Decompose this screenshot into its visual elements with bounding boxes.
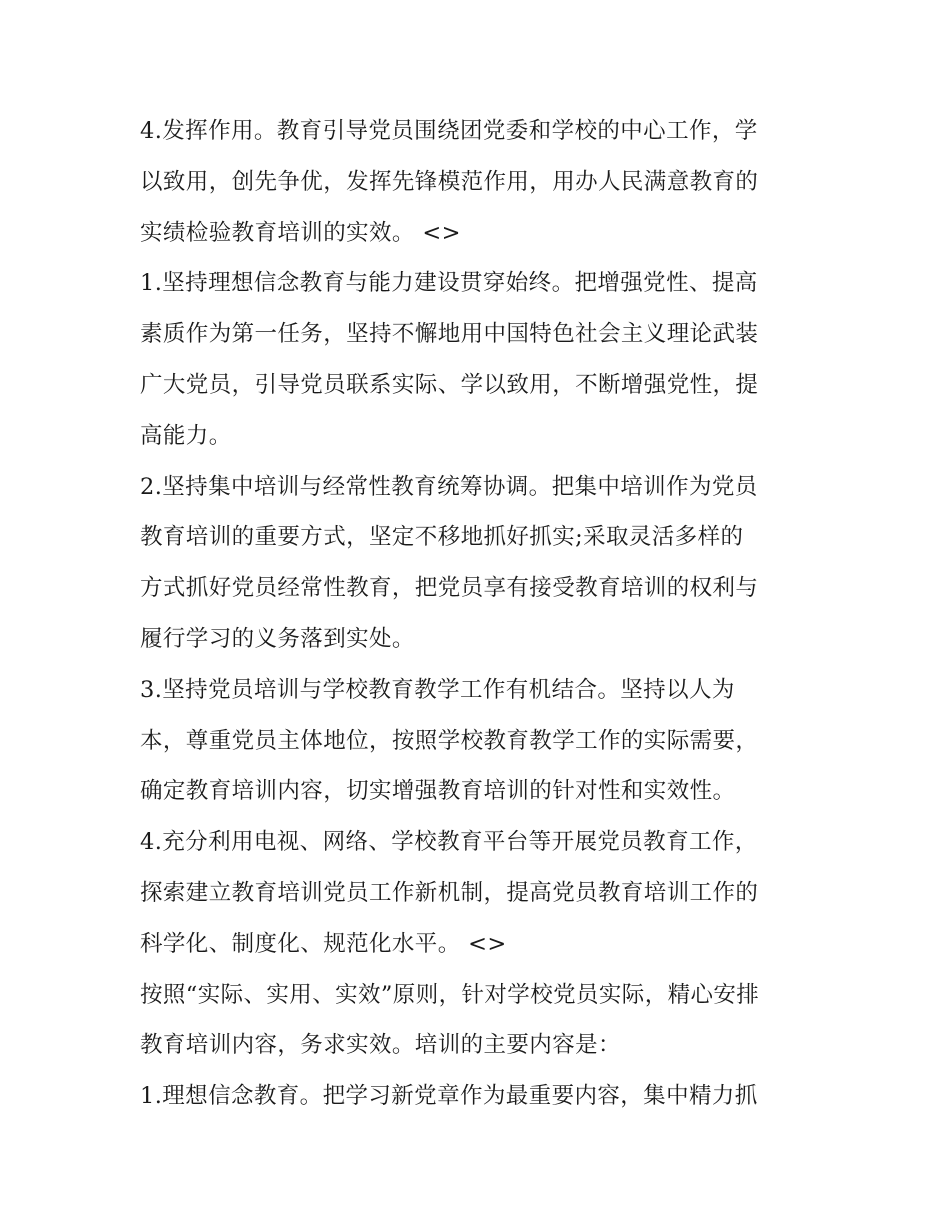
text-line: 3.坚持党员培训与学校教育教学工作有机结合。坚持以人为 [140,676,735,703]
text-line: 4.充分利用电视、网络、学校教育平台等开展党员教育工作， [140,829,758,856]
text-line: 本，尊重党员主体地位，按照学校教育教学工作的实际需要， [140,727,759,754]
text-line: 2.坚持集中培训与经常性教育统筹协调。把集中培训作为党员 [140,473,758,500]
text-line: 教育培训的重要方式，坚定不移地抓好抓实;采取灵活多样的 [140,524,744,551]
text-line: 以致用，创先争优，发挥先锋模范作用，用办人民满意教育的 [140,168,759,195]
text-line: 确定教育培训内容，切实增强教育培训的针对性和实效性。 [140,778,736,805]
text-line: 实绩检验教育培训的实效。 <> [140,219,461,246]
text-line: 广大党员，引导党员联系实际、学以致用，不断增强党性，提 [140,371,759,398]
text-line: 4.发挥作用。教育引导党员围绕团党委和学校的中心工作，学 [140,118,758,144]
text-line: 履行学习的义务落到实处。 [140,625,415,652]
text-line: 科学化、制度化、规范化水平。 <> [140,930,507,957]
text-line: 素质作为第一任务，坚持不懈地用中国特色社会主义理论武装 [140,321,759,348]
text-line: 教育培训内容，务求实效。培训的主要内容是： [140,1032,621,1059]
text-line: 高能力。 [140,422,232,449]
text-line: 按照“实际、实用、实效”原则，针对学校党员实际，精心安排 [140,981,760,1008]
text-line: 方式抓好党员经常性教育，把党员享有接受教育培训的权利与 [140,575,759,602]
text-line: 1.坚持理想信念教育与能力建设贯穿始终。把增强党性、提高 [140,270,758,297]
document-body [140,106,820,1122]
text-line: 探索建立教育培训党员工作新机制，提高党员教育培训工作的 [140,879,759,906]
text-line: 1.理想信念教育。把学习新党章作为最重要内容，集中精力抓 [140,1083,758,1110]
